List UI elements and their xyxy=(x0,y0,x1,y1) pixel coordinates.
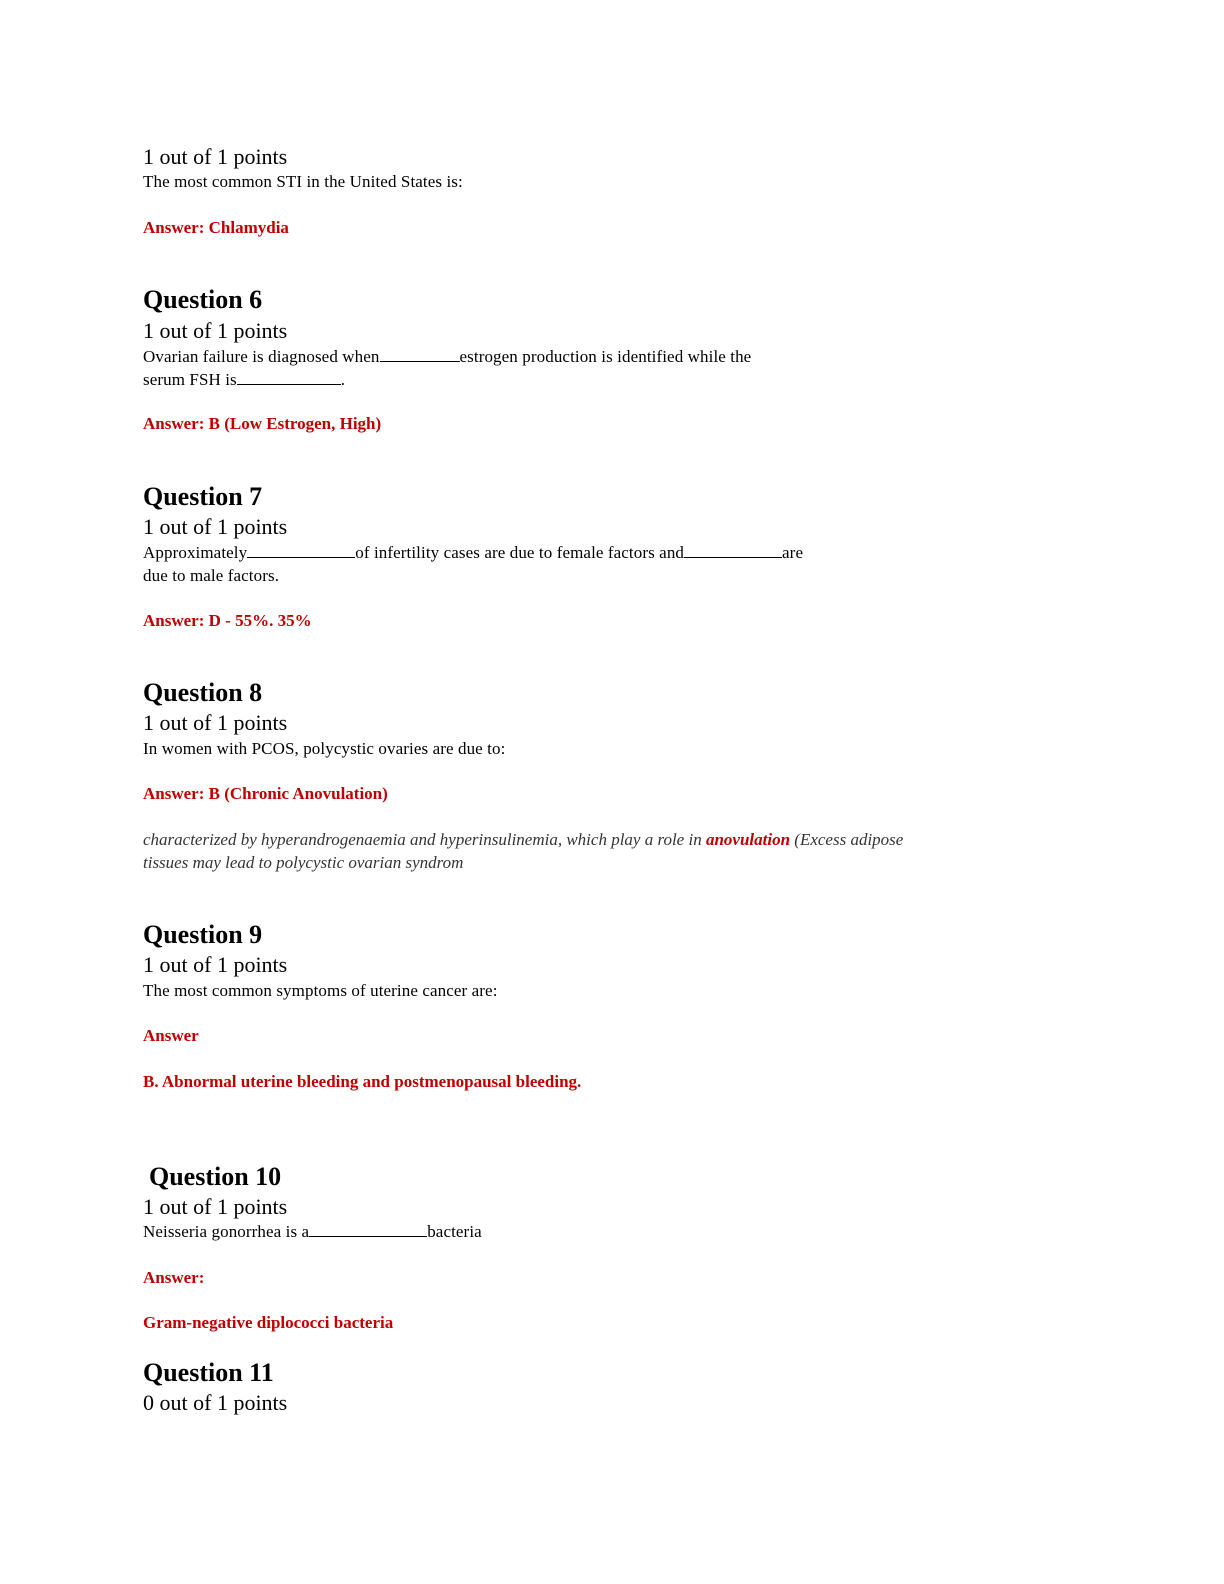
q6-text-line1 xyxy=(143,345,751,368)
q8-points: 1 out of 1 points xyxy=(143,710,288,735)
q9-answer-label: Answer xyxy=(143,1026,199,1045)
q7-heading: Question 7 xyxy=(143,482,263,511)
fill-blank xyxy=(309,1221,427,1237)
q7-text-b: of infertility cases are due to female factors and xyxy=(355,543,685,562)
fill-blank xyxy=(247,542,355,558)
q10-text xyxy=(143,1220,482,1243)
q6-heading: Question 6 xyxy=(143,285,263,314)
q9-points: 1 out of 1 points xyxy=(143,952,288,977)
q10-answer: Gram-negative diplococci bacteria xyxy=(143,1313,394,1332)
q8-heading: Question 8 xyxy=(143,678,263,707)
q7-text-line1 xyxy=(143,541,803,564)
q8-note-line2: tissues may lead to polycystic ovarian syndrom xyxy=(143,853,464,872)
q10-text-a: Neisseria gonorrhea is a xyxy=(143,1222,310,1241)
q7-text-c: are xyxy=(782,543,804,562)
fill-blank xyxy=(684,542,782,558)
q10-points: 1 out of 1 points xyxy=(143,1194,288,1219)
q5-text: The most common STI in the United States is: xyxy=(143,172,463,191)
fill-blank xyxy=(237,369,341,385)
q11-heading: Question 11 xyxy=(143,1358,274,1387)
q9-text: The most common symptoms of uterine cancer are: xyxy=(143,981,498,1000)
q7-points: 1 out of 1 points xyxy=(143,514,288,539)
q10-answer-label: Answer: xyxy=(143,1268,205,1287)
q5-points: 1 out of 1 points xyxy=(143,144,288,169)
q7-answer: Answer: D - 55%. 35% xyxy=(143,611,312,630)
q9-answer: B. Abnormal uterine bleeding and postmenopausal bleeding. xyxy=(143,1072,582,1091)
q10-text-b: bacteria xyxy=(427,1222,482,1241)
q6-text-a: Ovarian failure is diagnosed when xyxy=(143,347,380,366)
q6-text-c: serum FSH is xyxy=(143,370,237,389)
fill-blank xyxy=(380,346,460,362)
q11-points: 0 out of 1 points xyxy=(143,1390,288,1415)
q6-text-line2 xyxy=(143,368,345,391)
q7-text-line2: due to male factors. xyxy=(143,566,280,585)
q9-heading: Question 9 xyxy=(143,920,263,949)
q7-text-a: Approximately xyxy=(143,543,248,562)
q6-text-b: estrogen production is identified while the xyxy=(459,347,752,366)
q6-answer: Answer: B (Low Estrogen, High) xyxy=(143,414,382,433)
q8-answer: Answer: B (Chronic Anovulation) xyxy=(143,784,388,803)
q8-note-bold: anovulation xyxy=(705,830,791,849)
q10-heading: Question 10 xyxy=(149,1162,282,1191)
q5-answer: Answer: Chlamydia xyxy=(143,218,289,237)
q8-note-b: (Excess adipose xyxy=(790,830,904,849)
q8-note-line1 xyxy=(143,828,903,851)
q6-text-d: . xyxy=(340,370,346,389)
q6-points: 1 out of 1 points xyxy=(143,318,288,343)
q8-note-a: characterized by hyperandrogenaemia and hyperinsulinemia, which play a role in xyxy=(143,830,706,849)
q8-text: In women with PCOS, polycystic ovaries are due to: xyxy=(143,739,506,758)
